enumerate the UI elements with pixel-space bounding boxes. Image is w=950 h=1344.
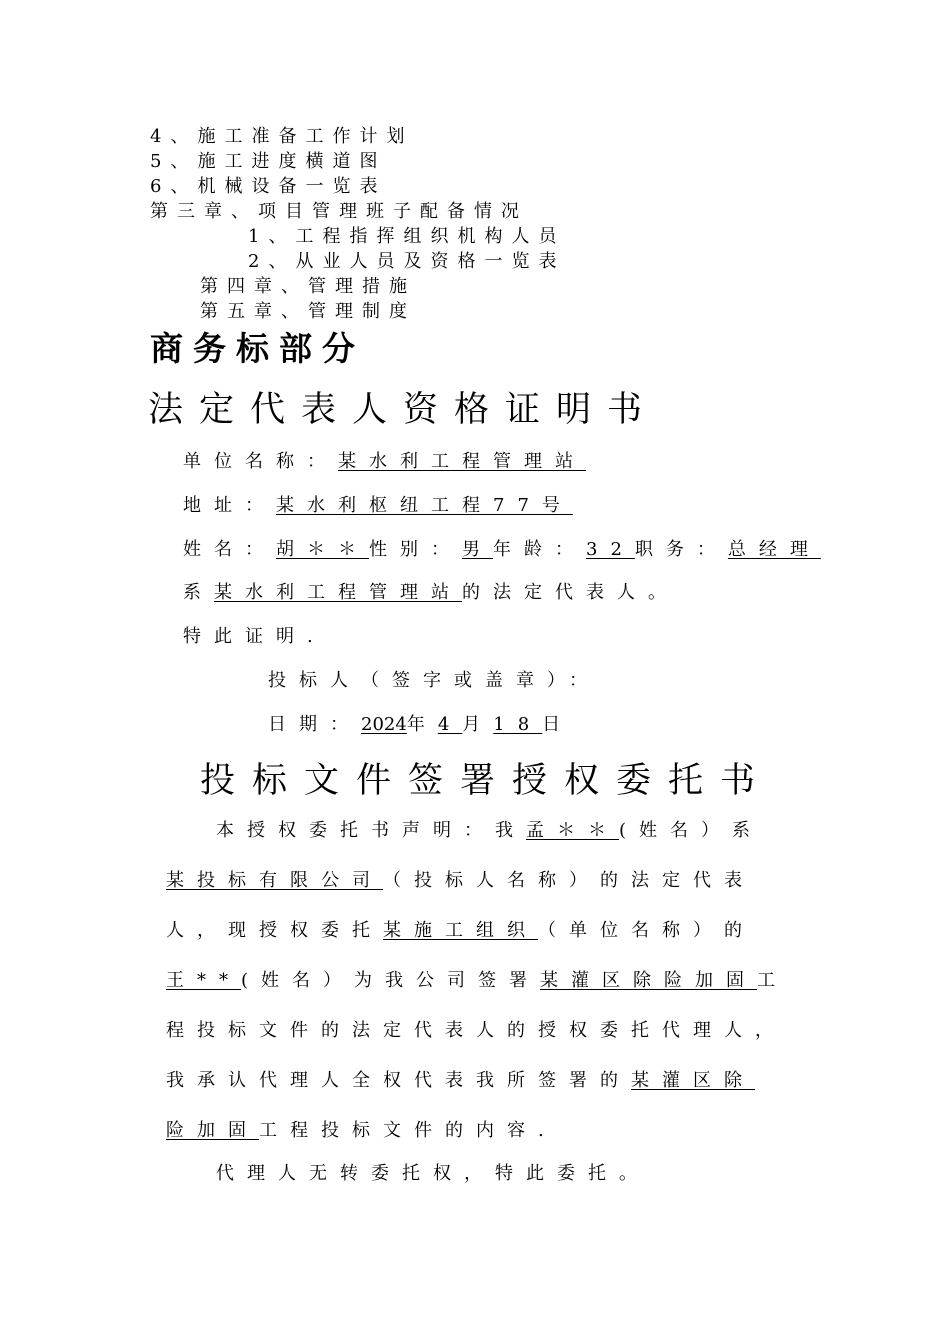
auth-l4-c: 工 (757, 970, 789, 991)
date-year: 2024 (361, 714, 407, 735)
toc-chapter-3-sub-2: 2、从业人员及资格一览表 (248, 251, 566, 272)
auth-l1-name: 孟＊＊ (526, 820, 619, 841)
auth-l6-project: 某灌区除 (631, 1070, 755, 1091)
toc-chapter-4: 第四章、管理措施 (200, 276, 416, 297)
belongs-line (183, 582, 679, 604)
section-title: 商务标部分 (150, 329, 365, 368)
age-value: 32 (586, 539, 635, 560)
certify-line: 特此证明. (183, 626, 326, 647)
date-label: 日期： (268, 714, 361, 735)
auth-line-2 (166, 870, 755, 892)
date-day-unit: 日 (542, 714, 574, 735)
toc-chapter-3: 第三章、项目管理班子配备情况 (150, 201, 528, 222)
auth-l6-a: 我承认代理人全权代表我所签署的 (166, 1070, 631, 1091)
date-month: 4 (437, 714, 463, 735)
authorization-title: 投标文件签署授权委托书 (200, 761, 773, 801)
auth-line-3 (166, 920, 755, 942)
auth-l7-b: 工程投标文件的内容. (259, 1120, 557, 1141)
auth-line-8: 代理人无转委托权，特此委托。 (216, 1163, 650, 1184)
auth-l2-b: （投标人名称）的法定代表 (383, 870, 755, 891)
auth-l4-name: 王** (166, 970, 241, 991)
name-label: 姓名： (183, 539, 276, 560)
auth-l3-a: 人，现授权委托 (166, 920, 383, 941)
address-value: 某水利枢纽工程77号 (276, 495, 573, 516)
toc-item-5: 5、施工进度横道图 (150, 151, 387, 172)
toc-item-6: 6、机械设备一览表 (150, 176, 387, 197)
position-value: 总经理 (727, 539, 821, 560)
toc-item-4: 4、施工准备工作计划 (150, 126, 414, 147)
auth-line-7 (166, 1120, 557, 1142)
bidder-sign-line: 投标人（签字或盖章）： (268, 670, 600, 691)
auth-line-6 (166, 1070, 755, 1092)
legal-cert-title: 法定代表人资格证明书 (148, 390, 659, 430)
toc-chapter-5: 第五章、管理制度 (200, 301, 416, 322)
address-label: 地址： (183, 495, 276, 516)
age-label: 年龄： (493, 539, 586, 560)
auth-line-5: 程投标文件的法定代表人的授权委托代理人， (166, 1020, 786, 1041)
position-label: 职务： (634, 539, 728, 560)
address-line (183, 495, 573, 517)
auth-line-1 (216, 820, 763, 842)
auth-l4-project: 某灌区除险加固 (540, 970, 758, 991)
auth-l4-b: (姓名）为我公司签署 (241, 970, 541, 991)
belongs-suffix: 的法定代表人。 (462, 582, 679, 603)
belongs-value: 某水利工程管理站 (214, 582, 462, 603)
auth-l7-project: 险加固 (166, 1120, 259, 1141)
date-year-unit: 年 (406, 714, 438, 735)
unit-name-label: 单位名称： (183, 451, 338, 472)
auth-l1-b: (姓名）系 (619, 820, 764, 841)
person-info-line (183, 539, 821, 561)
gender-value: 男 (462, 539, 493, 560)
toc-chapter-3-sub-1: 1、工程指挥组织机构人员 (248, 226, 566, 247)
date-day: 18 (493, 714, 543, 735)
auth-l1-a: 本授权委托书声明：我 (216, 820, 526, 841)
gender-label: 性别： (369, 539, 462, 560)
date-month-unit: 月 (462, 714, 494, 735)
auth-l2-company: 某投标有限公司 (166, 870, 383, 891)
name-value: 胡＊＊ (276, 539, 369, 560)
auth-line-4 (166, 970, 788, 992)
belongs-prefix: 系 (183, 582, 214, 603)
unit-name-value: 某水利工程管理站 (338, 451, 586, 472)
auth-l3-org: 某施工组织 (383, 920, 538, 941)
auth-l3-b: （单位名称）的 (538, 920, 755, 941)
date-line (268, 714, 573, 736)
unit-name-line (183, 451, 586, 473)
